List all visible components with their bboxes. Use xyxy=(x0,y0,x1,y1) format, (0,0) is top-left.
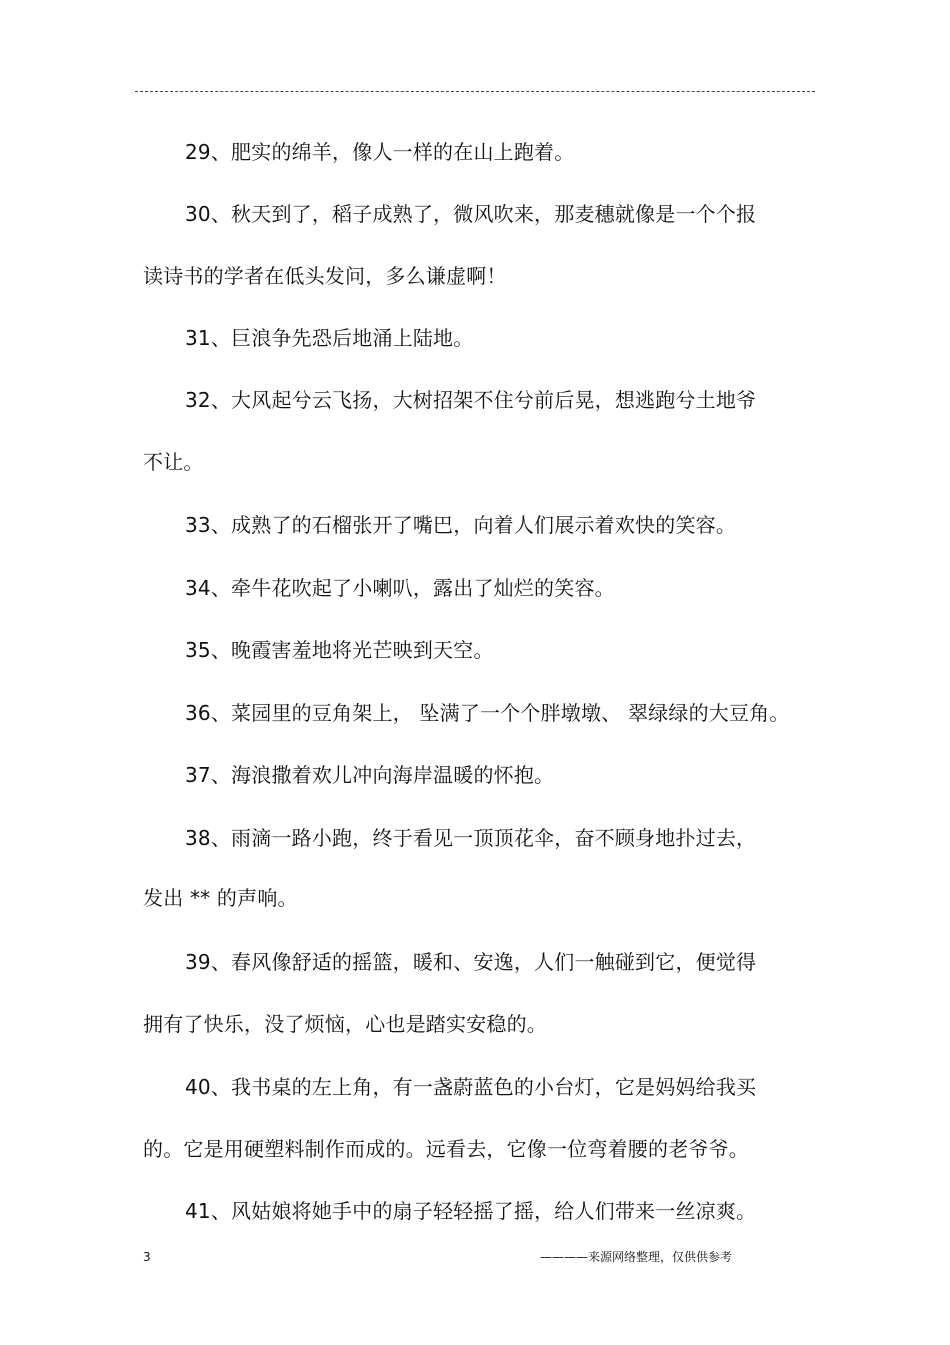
text-line: 40、我书桌的左上角，有一盏蔚蓝色的小台灯，它是妈妈给我买 xyxy=(185,1075,757,1099)
text-line: 29、肥实的绵羊，像人一样的在山上跑着。 xyxy=(185,140,575,164)
text-line: 34、牵牛花吹起了小喇叭，露出了灿烂的笑容。 xyxy=(185,576,615,600)
text-line: 32、大风起兮云飞扬，大树招架不住兮前后晃，想逃跑兮土地爷 xyxy=(185,388,757,412)
page-number: 3 xyxy=(143,1250,151,1264)
text-line: 33、成熟了的石榴张开了嘴巴，向着人们展示着欢快的笑容。 xyxy=(185,513,737,537)
text-line: 41、风姑娘将她手中的扇子轻轻摇了摇，给人们带来一丝凉爽。 xyxy=(185,1199,757,1223)
text-line: 37、海浪撒着欢儿冲向海岸温暖的怀抱。 xyxy=(185,763,555,787)
text-line: 的。它是用硬塑料制作而成的。远看去，它像一位弯着腰的老爷爷。 xyxy=(143,1137,749,1161)
header-divider xyxy=(135,91,815,92)
text-line: 38、雨滴一路小跑，终于看见一顶顶花伞，奋不顾身地扑过去， xyxy=(185,826,757,850)
text-line: 读诗书的学者在低头发问，多么谦虚啊！ xyxy=(143,264,507,288)
text-line: 不让。 xyxy=(143,450,204,474)
text-line: 39、春风像舒适的摇篮，暖和、安逸，人们一触碰到它，便觉得 xyxy=(185,950,757,974)
source-note: ————来源网络整理，仅供供参考 xyxy=(540,1250,733,1264)
text-line: 35、晚霞害羞地将光芒映到天空。 xyxy=(185,638,494,662)
text-line: 拥有了快乐，没了烦恼，心也是踏实安稳的。 xyxy=(143,1012,547,1036)
text-line: 30、秋天到了，稻子成熟了，微风吹来，那麦穗就像是一个个报 xyxy=(185,202,757,226)
text-line: 36、菜园里的豆角架上， 坠满了一个个胖墩墩、 翠绿绿的大豆角。 xyxy=(185,701,790,725)
text-line: 31、巨浪争先恐后地涌上陆地。 xyxy=(185,326,474,350)
text-line: 发出 ** 的声响。 xyxy=(143,886,298,910)
